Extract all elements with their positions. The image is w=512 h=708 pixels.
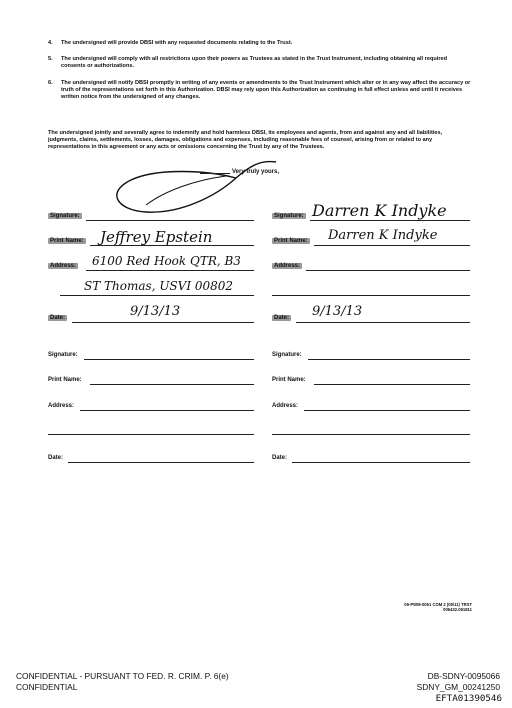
- signature-scribble: [86, 150, 286, 230]
- clause-6: [48, 80, 472, 101]
- closing-line: [200, 173, 230, 174]
- signature-label: Signature:: [272, 352, 302, 358]
- signature-line: [310, 220, 470, 221]
- handwritten-signature: Darren K Indyke: [312, 201, 447, 220]
- address-line-1: [306, 270, 470, 271]
- date-line: [68, 462, 254, 463]
- clause-5: [48, 56, 472, 70]
- clause-text: The undersigned will notify DBSI promptly in writing of any events or amendments to the Trust Instrument which alter or in any way affect the accuracy or truth of the representations set forth in this Authorization. DBSI may rely upon this Authorization as continuing in full effect unless and until it receives written notice from the undersigned of any changes.: [61, 80, 471, 100]
- indemnity-paragraph: The undersigned jointly and severally agree to indemnify and hold harmless DBSI, its employees and agents, from and against any and all liabilities, judgments, claims, settlements, losses, damages, obligations and expenses, including reasonable fees of counsel, arising from or related to any representations in this agreement or any acts or omissions concerning the Trust by any of the Trustees.: [48, 130, 443, 150]
- signature-line: [84, 359, 254, 360]
- address-label: Address:: [48, 403, 75, 409]
- signature-label: Signature:: [274, 213, 304, 219]
- date-line: [296, 322, 470, 323]
- clause-4: [48, 40, 472, 47]
- form-code-line-2: 006432.061811: [443, 607, 472, 612]
- handwritten-address-2: ST Thomas, USVI 00802: [84, 279, 234, 293]
- date-label: Date:: [274, 315, 290, 321]
- handwritten-address-1: 6100 Red Hook QTR, B3: [92, 254, 241, 268]
- handwritten-date: 9/13/13: [130, 304, 181, 319]
- clause-number: 5.: [48, 56, 53, 62]
- print-name-line: [314, 384, 470, 385]
- footer-confidential-notice: CONFIDENTIAL - PURSUANT TO FED. R. CRIM. P. 6(e): [16, 671, 229, 681]
- address-label: Address:: [272, 403, 299, 409]
- address-label: Address:: [50, 263, 77, 269]
- address-line-2: [48, 434, 254, 435]
- date-label: Date:: [50, 315, 66, 321]
- handwritten-name: Jeffrey Epstein: [100, 228, 213, 246]
- handwritten-date: 9/13/13: [312, 304, 363, 319]
- print-name-label: Print Name:: [272, 377, 306, 383]
- address-line-1: [80, 410, 254, 411]
- clause-text: The undersigned will comply with all restrictions upon their powers as Trustees as stated in the Trust Instrument, including obtaining all required consents or authorizations.: [61, 56, 448, 69]
- print-name-label: Print Name:: [48, 377, 82, 383]
- address-label: Address:: [274, 263, 301, 269]
- handwritten-name: Darren K Indyke: [328, 228, 438, 243]
- print-name-label: Print Name:: [50, 238, 84, 244]
- closing-text: Very truly yours,: [232, 169, 280, 175]
- date-label: Date:: [48, 455, 64, 461]
- signature-label: Signature:: [48, 352, 78, 358]
- date-line: [292, 462, 470, 463]
- address-line-2: [272, 434, 470, 435]
- footer-confidential: CONFIDENTIAL: [16, 682, 78, 692]
- clause-text: The undersigned will provide DBSI with any requested documents relating to the Trust.: [61, 40, 293, 46]
- footer-bates-efta: EFTA01390546: [435, 693, 502, 704]
- clause-number: 6.: [48, 80, 53, 86]
- footer-bates-sdny: SDNY_GM_00241250: [416, 682, 500, 692]
- address-line-1: [86, 270, 254, 271]
- address-line-2: [272, 295, 470, 296]
- signature-label: Signature:: [50, 213, 80, 219]
- signature-line: [308, 359, 470, 360]
- signature-line: [86, 220, 254, 221]
- print-name-label: Print Name:: [274, 238, 308, 244]
- form-code-line-1: 09-PWM-0061 COM 2 (05/11) TRST: [404, 602, 472, 607]
- address-line-2: [60, 295, 254, 296]
- date-line: [72, 322, 254, 323]
- footer-bates-db: DB-SDNY-0095066: [427, 671, 500, 681]
- form-code: [404, 602, 472, 612]
- address-line-1: [304, 410, 470, 411]
- clause-number: 4.: [48, 40, 53, 46]
- print-name-line: [314, 245, 470, 246]
- print-name-line: [90, 384, 254, 385]
- date-label: Date:: [272, 455, 288, 461]
